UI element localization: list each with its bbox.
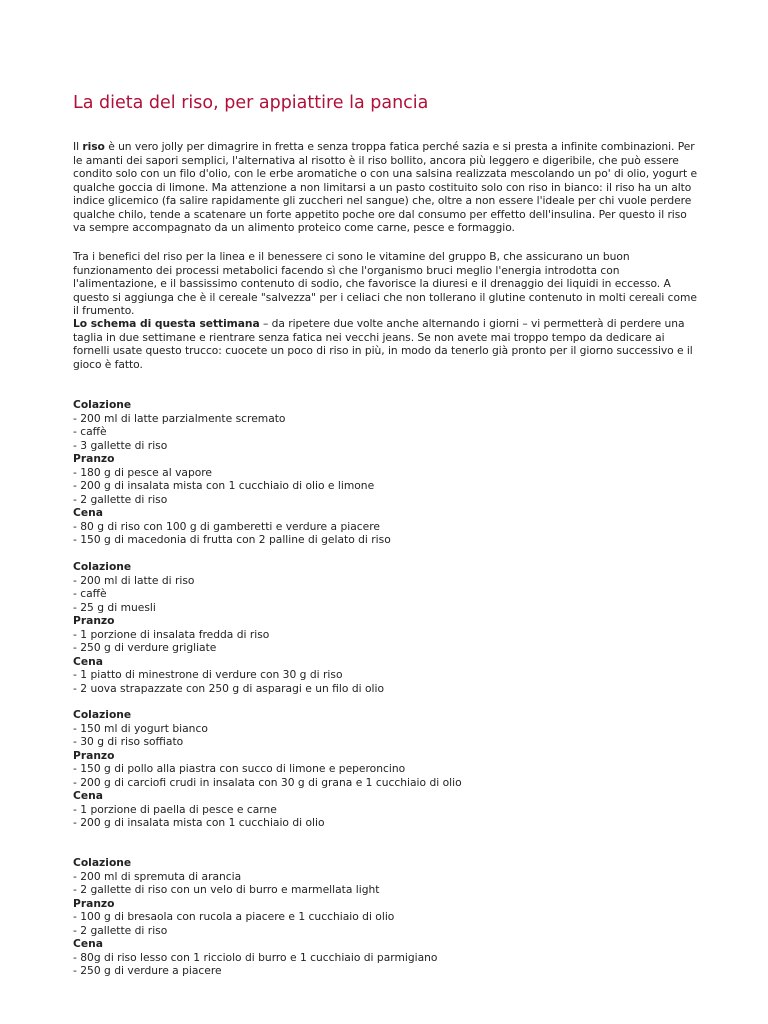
meal-heading-pranzo: Pranzo (73, 748, 115, 762)
meal-heading-cena: Cena (73, 506, 103, 519)
intro-paragraph-2: Tra i benefici del riso per la linea e il benessere ci sono le vitamine del gruppo B, che assicurano un buon funzionamento dei processi metabolici facendo sì che l'organismo bruci meglio l'energia introdotta con l'alimentazione, e il bassissimo contenuto di sodio, che favorisce la diuresi e il drenaggio dei liquidi in eccesso. A questo si aggiunga che è il cereale "salvezza" per i celiaci che non tollerano il glutine contenuto in molti cereali come il frumento. (73, 250, 697, 317)
menu-item: - caffè (73, 587, 107, 600)
meal-heading-colazione: Colazione (73, 708, 132, 721)
menu-item: - 200 ml di latte di riso (73, 573, 195, 587)
menu-item: - 2 gallette di riso con un velo di burro e marmellata light (73, 883, 380, 896)
intro-text: è un vero jolly per dimagrire in fretta e senza troppa fatica perché sazia e si presta a infinite combinazioni. Per le amanti dei sapori semplici, l'alternativa al risotto è il riso bollito, ancora più leggero e digeribile, che può essere condito solo con un filo d'olio, con le erbe aromatiche o con una salsina realizzata mescolando un po' di olio, yogurt e qualche goccia di limone. Ma attenzione a non limitarsi a un pasto costituito solo con riso in bianco: il riso ha un alto indice glicemico (fa salire rapidamente gli zuccheri nel sangue) che, oltre a non essere l'ideale per chi vuole perdere qualche chilo, tende a scatenare un forte appetito poche ore dal consumo per effetto dell'insulina. Per questo il riso va sempre accompagnato da un alimento proteico come carne, pesce e formaggio. (73, 140, 698, 234)
menu-item: - 30 g di riso soffiato (73, 735, 184, 748)
menu-item: - 2 gallette di riso (73, 923, 168, 937)
meal-heading-cena: Cena (73, 654, 103, 668)
meal-heading-colazione: Colazione (73, 398, 132, 411)
schema-heading: Lo schema di questa settimana (73, 317, 260, 330)
menu-item: - 25 g di muesli (73, 600, 156, 614)
menu-day-3 (73, 708, 699, 830)
intro-bold-riso: riso (82, 140, 105, 153)
menu-item: - 180 g di pesce al vapore (73, 465, 213, 479)
menu-item: - 1 piatto di minestrone di verdure con 30 g di riso (73, 668, 343, 681)
menu-item: - 100 g di bresaola con rucola a piacere e 1 cucchiaio di olio (73, 910, 395, 923)
menu-item: - 200 ml di latte parzialmente scremato (73, 411, 286, 425)
menu-item: - 2 uova strapazzate con 250 g di asparagi e un filo di olio (73, 681, 384, 695)
menu-day-2 (73, 560, 699, 695)
menu-item: - 150 g di macedonia di frutta con 2 palline di gelato di riso (73, 533, 391, 546)
menu-item: - 80 g di riso con 100 g di gamberetti e verdure a piacere (73, 519, 380, 533)
meal-heading-pranzo: Pranzo (73, 452, 115, 465)
menu-item: - 200 ml di spremuta di arancia (73, 869, 242, 883)
menu-item: - 150 g di pollo alla piastra con succo di limone e peperoncino (73, 762, 406, 775)
menu-item: - 1 porzione di insalata fredda di riso (73, 627, 270, 641)
intro-paragraph-3 (73, 317, 699, 371)
meal-heading-pranzo: Pranzo (73, 896, 115, 910)
article-title: La dieta del riso, per appiattire la pancia (73, 93, 429, 113)
meal-heading-pranzo: Pranzo (73, 614, 115, 627)
menu-item: - 250 g di verdure grigliate (73, 641, 217, 654)
intro-paragraph-1 (73, 140, 699, 235)
menu-item: - 200 g di insalata mista con 1 cucchiaio di olio (73, 816, 325, 829)
meal-heading-colazione: Colazione (73, 560, 132, 573)
menu-item: - 2 gallette di riso (73, 492, 168, 506)
menu-item: - 250 g di verdure a piacere (73, 964, 222, 977)
meal-heading-cena: Cena (73, 937, 103, 950)
menu-day-1 (73, 398, 699, 547)
menu-day-4 (73, 856, 699, 978)
menu-item: - caffè (73, 425, 107, 438)
menu-item: - 3 gallette di riso (73, 438, 168, 452)
menu-item: - 80g di riso lesso con 1 ricciolo di burro e 1 cucchiaio di parmigiano (73, 950, 438, 964)
intro-lead: Il (73, 140, 80, 153)
meal-heading-cena: Cena (73, 789, 103, 802)
menu-item: - 1 porzione di paella di pesce e carne (73, 802, 277, 816)
menu-item: - 150 ml di yogurt bianco (73, 721, 208, 735)
menu-item: - 200 g di insalata mista con 1 cucchiaio di olio e limone (73, 479, 375, 492)
menu-item: - 200 g di carciofi crudi in insalata con 30 g di grana e 1 cucchiaio di olio (73, 775, 462, 789)
schema-text: – da ripetere due volte anche alternando i giorni – vi permetterà di perdere una taglia in due settimane e rientrare senza fatica nei vecchi jeans. Se non avete mai troppo tempo da dedicare ai fornelli usate questo trucco: cuocete un poco di riso in più, in modo da tenerlo già pronto per il giorno successivo e il gioco è fatto. (73, 317, 693, 371)
meal-heading-colazione: Colazione (73, 856, 132, 869)
